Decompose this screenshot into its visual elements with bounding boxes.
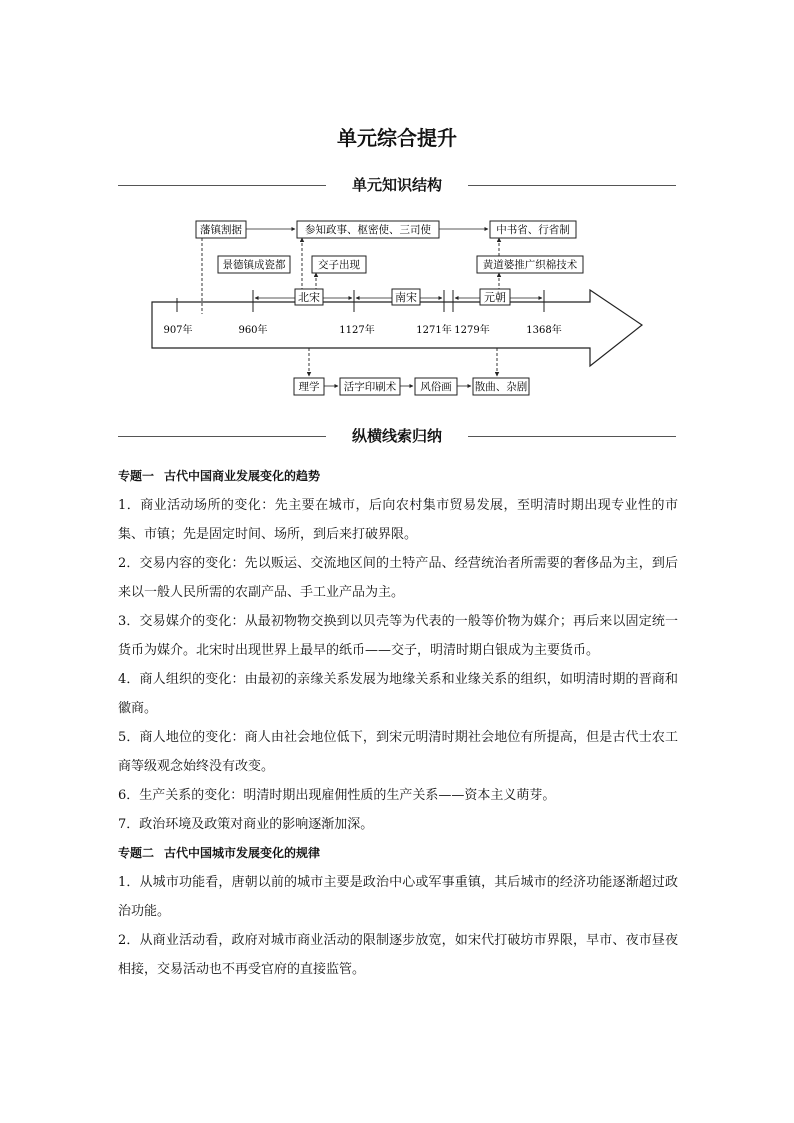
period-label: 北宋 [298,291,320,304]
section-title-structure: 单元知识结构 [351,176,442,194]
event-box: 参知政事、枢密使、三司使 [305,224,431,236]
list-item: 1．从城市功能看，唐朝以前的城市主要是政治中心或军事重镇，其后城市的经济功能逐渐超过政治功能。 [118,875,678,919]
period-label: 元朝 [484,291,506,304]
list-item: 4．商人组织的变化：由最初的亲缘关系发展为地缘关系和业缘关系的组织，如明清时期的晋商和徽商。 [118,672,678,716]
event-box: 藩镇割据 [200,224,242,236]
event-box: 风俗画 [420,381,452,393]
event-box: 中书省、行省制 [496,224,570,236]
topic-heading [118,466,678,486]
topic-title: 古代中国商业发展变化的趋势 [164,469,321,483]
year-label: 907年 [163,325,193,336]
list-item: 7．政治环境及政策对商业的影响逐渐加深。 [118,817,374,832]
section-title-clues: 纵横线索归纳 [351,427,442,445]
year-label: 960年 [238,325,268,336]
list-item: 5．商人地位的变化：商人由社会地位低下，到宋元明清时期社会地位有所提高，但是古代士农工商等级观念始终没有改变。 [118,730,678,774]
content-body [118,466,678,984]
list-item: 2．交易内容的变化：先以贩运、交流地区间的土特产品、经营统治者所需要的奢侈品为主，到后来以一般人民所需的农副产品、手工业产品为主。 [118,556,678,600]
event-box: 景德镇成瓷都 [222,259,286,271]
list-item: 6．生产关系的变化：明清时期出现雇佣性质的生产关系——资本主义萌芽。 [118,788,556,803]
topic-title: 古代中国城市发展变化的规律 [164,846,321,860]
event-box: 散曲、杂剧 [474,381,528,393]
list-item: 3．交易媒介的变化：从最初物物交换到以贝壳等为代表的一般等价物为媒介；再后来以固定统一货币为媒介。北宋时出现世界上最早的纸币——交子，明清时期白银成为主要货币。 [118,614,678,658]
year-label: 1279年 [454,325,490,336]
event-box: 交子出现 [318,259,360,271]
list-item: 1．商业活动场所的变化：先主要在城市，后向农村集市贸易发展，至明清时期出现专业性的市集、市镇；先是固定时间、场所，到后来打破界限。 [118,498,678,542]
event-box: 活字印刷术 [343,381,397,393]
section-header-clues [118,426,676,446]
timeline-diagram [0,0,794,420]
topic-label: 专题一 [118,469,155,483]
list-item: 2．从商业活动看，政府对城市商业活动的限制逐步放宽，如宋代打破坊市界限，早市、夜市昼夜相接，交易活动也不再受官府的直接监管。 [118,933,678,977]
divider [468,436,676,437]
topic-label: 专题二 [118,846,155,860]
event-box: 黄道婆推广织棉技术 [482,259,578,271]
event-box: 理学 [298,381,320,393]
period-label: 南宋 [395,291,417,304]
topic-heading [118,843,678,863]
year-label: 1368年 [526,325,562,336]
year-label: 1271年 [416,325,452,336]
page-title: 单元综合提升 [337,126,457,150]
year-label: 1127年 [339,325,375,336]
